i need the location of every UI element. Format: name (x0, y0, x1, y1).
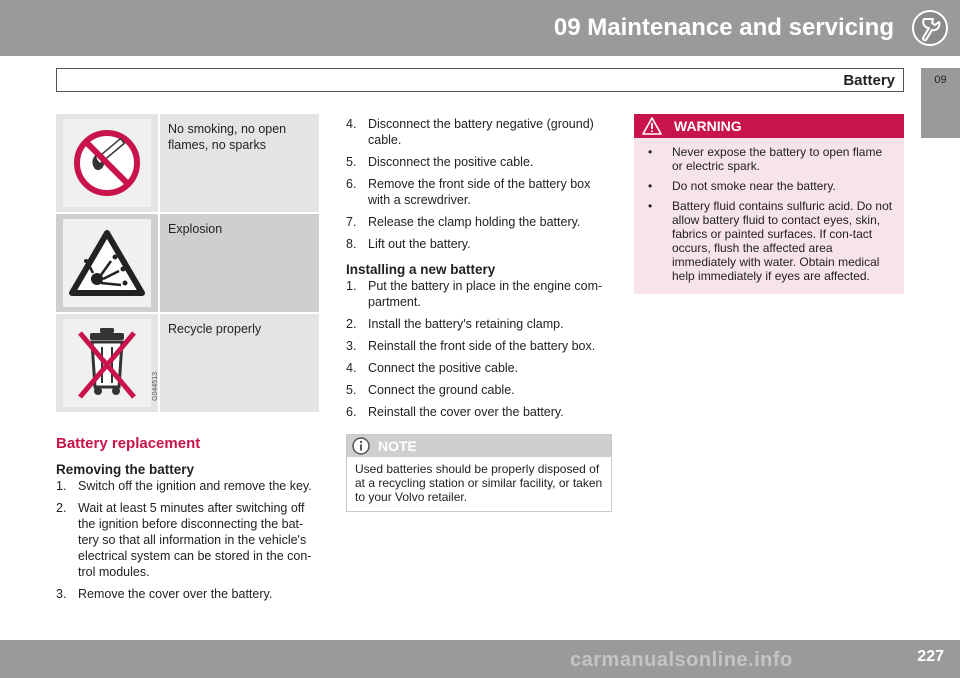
step-text: Install the battery's retaining clamp. (368, 317, 564, 331)
step-number: 6. (346, 177, 357, 191)
subheading-installing: Installing a new battery (346, 262, 496, 277)
note-title: NOTE (378, 438, 417, 454)
removing-steps-part1 (56, 478, 322, 602)
list-item (346, 316, 612, 332)
list-item (644, 179, 896, 193)
step-text: Wait at least 5 minutes after switching off the ignition before disconnecting the bat-tery so that all information in the vehicle's electrical system can be stored in the con-trol modules. (78, 501, 312, 579)
step-number: 5. (346, 155, 357, 169)
section-heading: Battery replacement (56, 435, 201, 452)
step-number: 3. (56, 587, 67, 601)
installing-steps (346, 278, 612, 420)
step-number: 2. (56, 501, 67, 515)
step-text: Release the clamp holding the battery. (368, 215, 581, 229)
header-band (0, 0, 960, 56)
list-item (346, 116, 612, 148)
symbol-label: Recycle properly (168, 322, 262, 336)
step-number: 2. (346, 317, 357, 331)
note-text: Used batteries should be properly disposed of at a recycling station or similar facility, or taken to your Volvo retailer. (355, 462, 603, 504)
chapter-tab (921, 68, 960, 138)
list-item (346, 382, 612, 398)
left-column (56, 436, 322, 608)
step-number: 4. (346, 117, 357, 131)
warning-text: Do not smoke near the battery. (672, 179, 836, 193)
symbol-table (56, 114, 319, 414)
info-icon (352, 437, 370, 455)
step-number: 7. (346, 215, 357, 229)
removing-steps-part2 (346, 116, 612, 252)
figure-code: G044513 (152, 372, 159, 401)
bullet-icon: • (648, 145, 653, 159)
step-text: Connect the ground cable. (368, 383, 515, 397)
warning-triangle-icon (642, 117, 662, 135)
section-header (56, 68, 904, 92)
symbol-image-cell (56, 314, 160, 412)
symbol-image-cell (56, 114, 160, 212)
list-item (644, 199, 896, 283)
list-item (346, 404, 612, 420)
step-text: Lift out the battery. (368, 237, 471, 251)
no-smoking-icon (71, 127, 143, 199)
step-number: 5. (346, 383, 357, 397)
symbol-image-cell (56, 214, 160, 312)
warning-title: WARNING (674, 118, 742, 134)
step-text: Remove the cover over the battery. (78, 587, 273, 601)
footer-band (0, 640, 960, 678)
step-number: 8. (346, 237, 357, 251)
symbol-row (56, 214, 319, 314)
warning-text: Never expose the battery to open flame or electric spark. (672, 145, 883, 173)
chapter-tab-label: 09 (934, 74, 947, 86)
crossed-bin-icon (72, 325, 142, 401)
symbol-image (63, 119, 151, 207)
list-item (56, 586, 322, 602)
step-text: Switch off the ignition and remove the key. (78, 479, 312, 493)
bullet-icon: • (648, 199, 653, 213)
step-number: 4. (346, 361, 357, 375)
list-item (346, 176, 612, 208)
symbol-row (56, 114, 319, 214)
explosion-warning-icon (67, 227, 147, 299)
watermark: carmanualsonline.info (570, 649, 793, 671)
chapter-title: 09 Maintenance and servicing (553, 14, 894, 41)
subheading-removing: Removing the battery (56, 462, 195, 477)
step-text: Connect the positive cable. (368, 361, 519, 375)
note-box (346, 434, 612, 512)
step-text: Disconnect the battery negative (ground) cable. (368, 117, 594, 147)
list-item (346, 214, 612, 230)
symbol-row (56, 314, 319, 414)
list-item (346, 278, 612, 310)
list-item (346, 236, 612, 252)
bullet-icon: • (648, 179, 653, 193)
symbol-label: No smoking, no open flames, no sparks (168, 122, 287, 152)
section-title: Battery (843, 72, 895, 89)
list-item (346, 338, 612, 354)
step-number: 6. (346, 405, 357, 419)
list-item (346, 154, 612, 170)
step-number: 1. (56, 479, 67, 493)
step-text: Remove the front side of the battery box with a screwdriver. (368, 177, 591, 207)
step-text: Reinstall the front side of the battery box. (368, 339, 596, 353)
note-header (347, 435, 611, 457)
step-text: Put the battery in place in the engine com-partment. (368, 279, 603, 309)
list-item (644, 145, 896, 173)
step-number: 1. (346, 279, 357, 293)
list-item (56, 478, 322, 494)
step-text: Disconnect the positive cable. (368, 155, 534, 169)
middle-column (346, 116, 612, 426)
list-item (56, 500, 322, 580)
warning-list (634, 138, 904, 283)
warning-header (634, 114, 904, 138)
warning-box (634, 114, 904, 294)
symbol-label: Explosion (168, 222, 223, 236)
warning-text: Battery fluid contains sulfuric acid. Do not allow battery fluid to contact eyes, skin, fabrics or painted surfaces. If con-tact occurs, flush the affected area immediately with water. Obtain medical help immediately if eyes are affected. (672, 199, 893, 283)
symbol-image (63, 319, 159, 407)
step-text: Reinstall the cover over the battery. (368, 405, 564, 419)
page-number: 227 (917, 648, 944, 665)
symbol-image (63, 219, 151, 307)
wrench-circle-icon (911, 9, 949, 47)
step-number: 3. (346, 339, 357, 353)
list-item (346, 360, 612, 376)
